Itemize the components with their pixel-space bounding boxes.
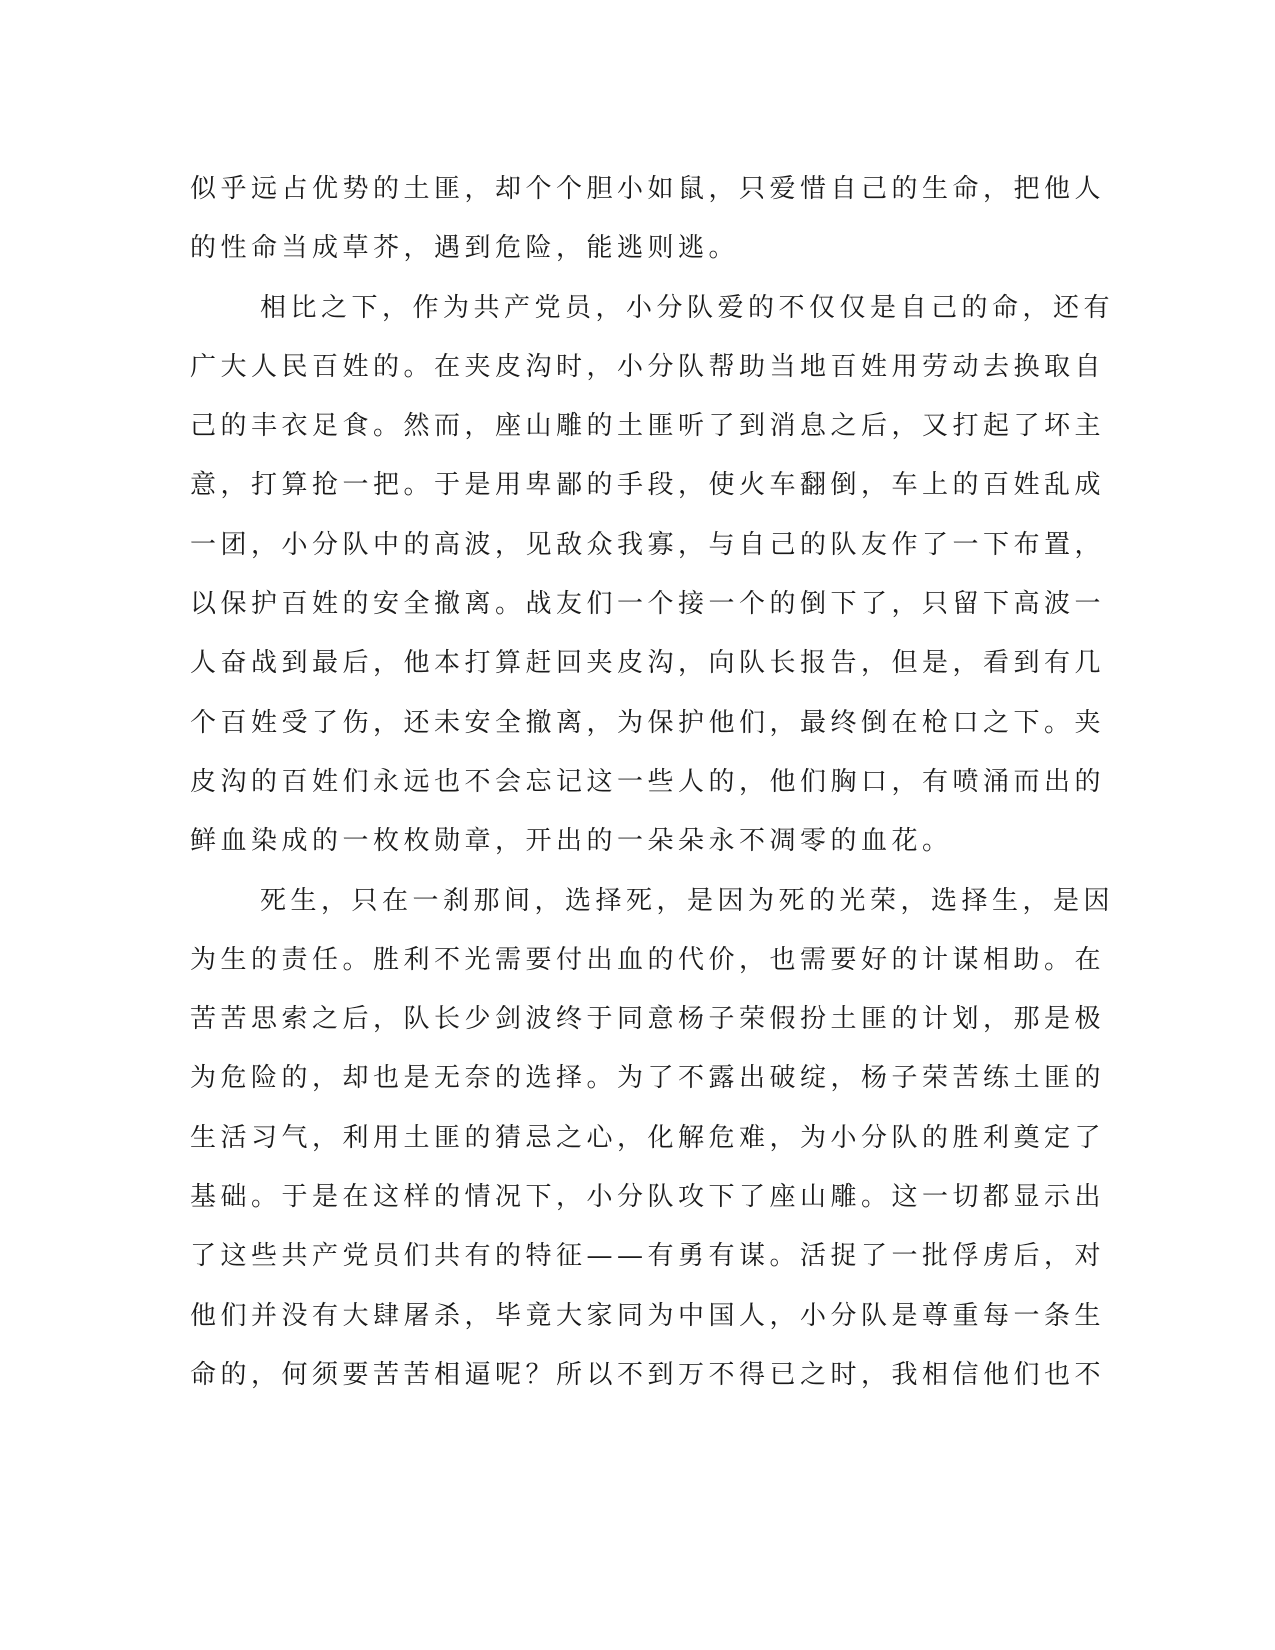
text-line: 个百姓受了伤，还未安全撤离，为保护他们，最终倒在枪口之下。夹	[190, 707, 1106, 738]
body-text	[190, 160, 1115, 1405]
text-line: 意，打算抢一把。于是用卑鄙的手段，使火车翻倒，车上的百姓乱成	[190, 470, 1106, 501]
text-line: 为生的责任。胜利不光需要付出血的代价，也需要好的计谋相助。在	[190, 944, 1106, 975]
text-line: 生活习气，利用土匪的猜忌之心，化解危难，为小分队的胜利奠定了	[190, 1122, 1106, 1153]
text-line: 一团，小分队中的高波，见敌众我寡，与自己的队友作了一下布置，	[190, 529, 1106, 560]
text-line: 相比之下，作为共产党员，小分队爱的不仅仅是自己的命，还有	[260, 292, 1115, 323]
text-line: 为危险的，却也是无奈的选择。为了不露出破绽，杨子荣苦练土匪的	[190, 1063, 1106, 1094]
text-line: 以保护百姓的安全撤离。战友们一个接一个的倒下了，只留下高波一	[190, 589, 1106, 620]
text-line: 了这些共产党员们共有的特征——有勇有谋。活捉了一批俘虏后，对	[190, 1241, 1106, 1272]
text-line: 似乎远占优势的土匪，却个个胆小如鼠，只爱惜自己的生命，把他人	[190, 174, 1106, 204]
text-line: 皮沟的百姓们永远也不会忘记这一些人的，他们胸口，有喷涌而出的	[190, 766, 1106, 797]
paragraph-2	[190, 279, 1115, 872]
text-line: 人奋战到最后，他本打算赶回夹皮沟，向队长报告，但是，看到有几	[190, 648, 1106, 679]
text-line: 死生，只在一刹那间，选择死，是因为死的光荣，选择生，是因	[260, 885, 1115, 916]
text-line: 基础。于是在这样的情况下，小分队攻下了座山雕。这一切都显示出	[190, 1182, 1106, 1213]
text-line: 鲜血染成的一枚枚勋章，开出的一朵朵永不凋零的血花。	[190, 826, 953, 857]
paragraph-3	[190, 872, 1115, 1406]
text-line: 他们并没有大肆屠杀，毕竟大家同为中国人，小分队是尊重每一条生	[190, 1300, 1106, 1331]
text-line: 苦苦思索之后，队长少剑波终于同意杨子荣假扮土匪的计划，那是极	[190, 1004, 1106, 1035]
text-line: 己的丰衣足食。然而，座山雕的土匪听了到消息之后，又打起了坏主	[190, 411, 1106, 442]
text-line: 广大人民百姓的。在夹皮沟时，小分队帮助当地百姓用劳动去换取自	[190, 351, 1106, 382]
text-line: 命的，何须要苦苦相逼呢？所以不到万不得已之时，我相信他们也不	[190, 1359, 1106, 1390]
paragraph-1	[190, 160, 1106, 279]
text-line: 的性命当成草芥，遇到危险，能逃则逃。	[190, 233, 740, 264]
